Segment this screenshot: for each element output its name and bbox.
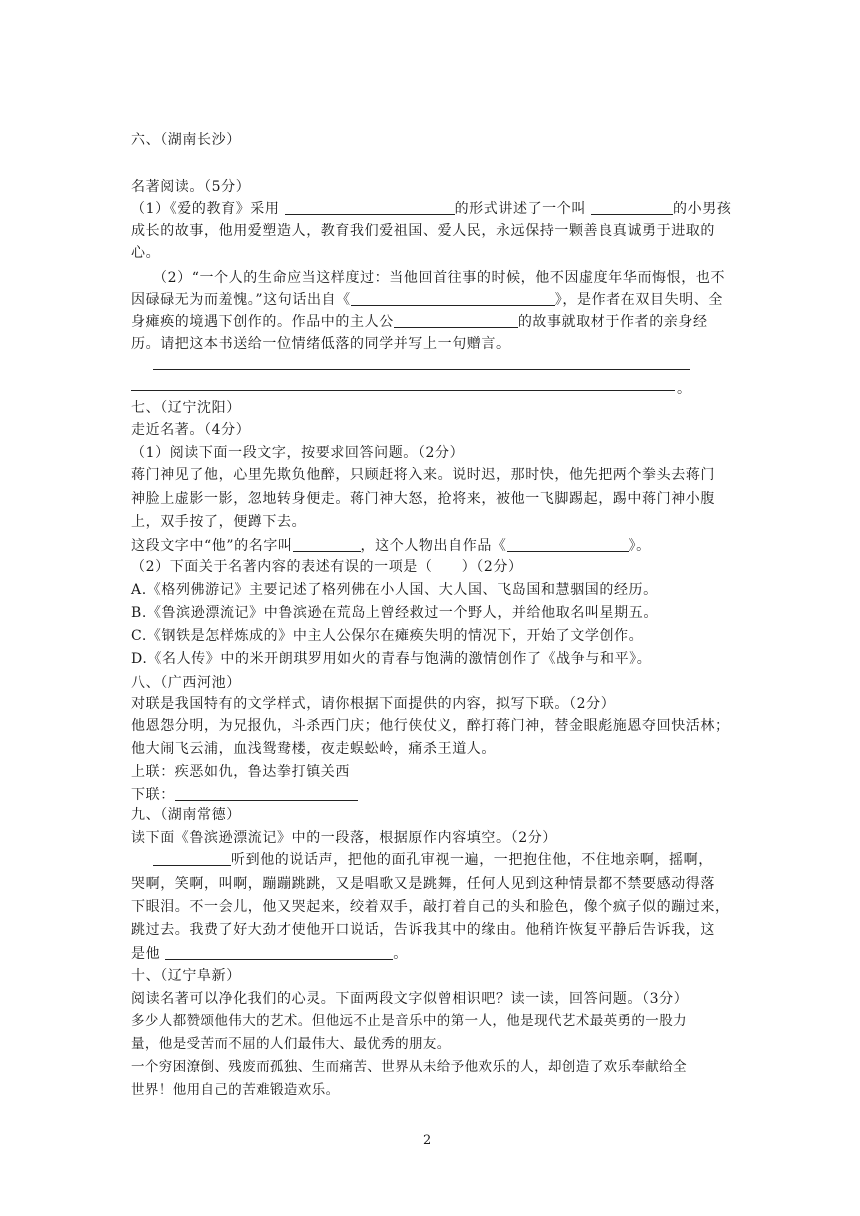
q7-passage-line: 蒋门神见了他，心里先欺负他醉，只顾赶将入来。说时迟，那时快，他先把两个拳头去蒋门 xyxy=(131,467,715,483)
q6-p2-line2: 因碌碌无为而羞愧。”这句话出自《 》，是作者在双目失明、全 xyxy=(131,292,723,308)
q8-line: 他恩怨分明，为兄报仇，斗杀西门庆；他行侠仗义，醉打蒋门神，替金眼彪施恩夺回快活林； xyxy=(131,718,730,734)
q7-sub2: （2）下面关于名著内容的表述有误的一项是（ ）（2分） xyxy=(131,559,523,575)
answer-blank[interactable] xyxy=(394,312,518,328)
q6-p1-line1: （1）《爱的教育》采用 的形式讲述了一个叫 的小男孩 xyxy=(131,201,732,217)
q9-intro: 读下面《鲁滨逊漂流记》中的一段落，根据原作内容填空。（2分） xyxy=(131,830,557,846)
q9-heading: 九、（湖南常德） xyxy=(131,807,241,823)
q10-heading: 十、（辽宁阜新） xyxy=(131,968,241,984)
q6-p2-line1: （2）“一个人的生命应当这样度过：当他回首往事的时候，他不因虚度年华而悔恨，也不 xyxy=(153,270,726,286)
answer-blank[interactable] xyxy=(293,536,361,552)
q8-lower-couplet: 下联： xyxy=(131,785,358,805)
q7-ask: 这段文字中“他”的名字叫 ，这个人物出自作品《 》。 xyxy=(131,538,651,554)
answer-blank[interactable] xyxy=(165,944,393,960)
q10-quote1-line: 多少人都赞颂他伟大的艺术。但他远不止是音乐中的第一人，他是现代艺术最英勇的一股力 xyxy=(131,1013,687,1029)
q10-quote2-line: 世界！他用自己的苦难锻造欢乐。 xyxy=(131,1082,340,1098)
q7-option-d: D.《名人传》中的米开朗琪罗用如火的青春与饱满的激情创作了《战争与和平》。 xyxy=(131,651,652,667)
answer-blank[interactable] xyxy=(351,290,555,306)
q9-line1: 听到他的说话声，把他的面孔审视一遍，一把抱住他，不住地亲啊，摇啊， xyxy=(153,850,713,870)
q6-p1-line3: 心。 xyxy=(131,245,161,261)
q8-upper-couplet: 上联：疾恶如仇，鲁达拳打镇关西 xyxy=(131,764,350,780)
q7-option-b: B.《鲁滨逊漂流记》中鲁滨逊在荒岛上曾经救过一个野人，并给他取名叫星期五。 xyxy=(131,605,658,621)
q6-p2-line3: 身瘫痪的境遇下创作的。作品中的主人公 的故事就取材于作者的亲身经 xyxy=(131,314,708,330)
answer-line[interactable] xyxy=(153,369,690,370)
q9-line: 跳过去。我费了好大劲才使他开口说话，告诉我其中的缘由。他稍许恢复平静后告诉我，这 xyxy=(131,922,715,938)
q8-intro: 对联是我国特有的文学样式，请你根据下面提供的内容，拟写下联。（2分） xyxy=(131,696,616,712)
q10-quote2-line: 一个穷困潦倒、残废而孤独、生而痛苦、世界从未给予他欢乐的人，却创造了欢乐奉献给全 xyxy=(131,1059,687,1075)
q9-line: 下眼泪。不一会儿，他又哭起来，绞着双手，敲打着自己的头和脸色，像个疯子似的蹦过来， xyxy=(131,899,730,915)
page-number: 2 xyxy=(423,1133,432,1148)
q6-heading: 六、（湖南长沙） xyxy=(131,132,241,148)
q10-quote1-line: 量，他是受苦而不屈的人们最伟大、最优秀的朋友。 xyxy=(131,1036,451,1052)
q8-heading: 八、（广西河池） xyxy=(131,675,241,691)
q6-p2-line4: 历。请把这本书送给一位情绪低落的同学并写上一句赠言。 xyxy=(131,336,511,352)
q9-last-line: 是他 。 xyxy=(131,946,408,962)
q8-line: 他大闹飞云浦，血浅鸳鸯楼，夜走蜈蚣岭，痛杀王道人。 xyxy=(131,741,496,757)
q6-p1-line2: 成长的故事，他用爱塑造人，教育我们爱祖国、爱人民，永远保持一颗善良真诚勇于进取的 xyxy=(131,223,715,239)
answer-blank[interactable] xyxy=(175,785,358,801)
end-mark: 。 xyxy=(677,381,692,397)
q10-intro: 阅读名著可以净化我们的心灵。下面两段文字似曾相识吧？读一读，回答问题。（3分） xyxy=(131,991,689,1007)
answer-line[interactable] xyxy=(131,390,675,391)
q6-intro: 名著阅读。（5分） xyxy=(131,179,251,195)
q7-passage-line: 神脸上虚影一影，忽地转身便走。蒋门神大怒，抢将来，被他一飞脚踢起，踢中蒋门神小腹 xyxy=(131,491,715,507)
answer-blank[interactable] xyxy=(591,199,673,215)
q7-option-c: C.《钢铁是怎样炼成的》中主人公保尔在瘫痪失明的情况下，开始了文学创作。 xyxy=(131,628,644,644)
q7-passage-line: 上，双手按了，便蹲下去。 xyxy=(131,514,307,530)
q7-option-a: A.《格列佛游记》主要记述了格列佛在小人国、大人国、飞岛国和慧骃国的经历。 xyxy=(131,582,658,598)
q7-intro: 走近名著。（4分） xyxy=(131,422,251,438)
answer-blank[interactable] xyxy=(285,199,455,215)
answer-blank[interactable] xyxy=(507,536,629,552)
q7-sub1: （1）阅读下面一段文字，按要求回答问题。（2分） xyxy=(131,445,465,461)
q9-line: 哭啊，笑啊，叫啊，蹦蹦跳跳，又是唱歌又是跳舞，任何人见到这种情景都不禁要感动得落 xyxy=(131,876,715,892)
answer-blank[interactable] xyxy=(153,850,231,866)
q7-heading: 七、（辽宁沈阳） xyxy=(131,400,241,416)
